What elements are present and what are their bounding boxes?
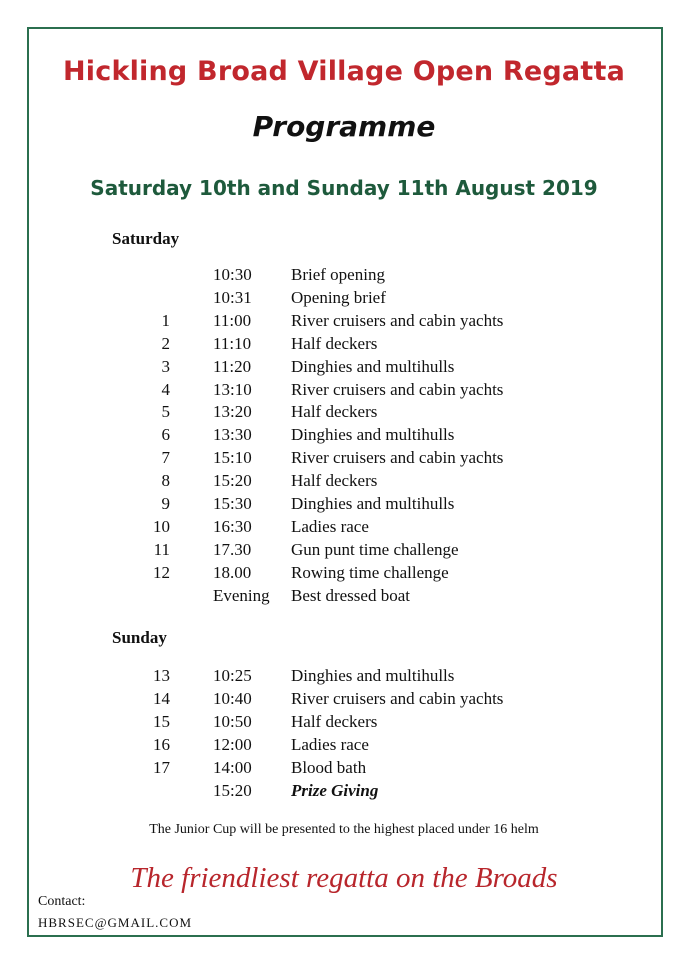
race-time: 18.00 [213,562,252,582]
junior-cup-note: The Junior Cup will be presented to the highest placed under 16 helm [149,822,539,837]
race-time: 13:20 [213,402,252,422]
schedule-row [0,735,688,758]
race-time: 15:30 [213,494,252,513]
schedule-row [0,288,688,311]
schedule-row [0,311,688,334]
race-event: River cruisers and cabin yachts [291,448,504,468]
race-time: 13:10 [213,379,252,399]
race-number: 6 [161,425,170,445]
race-time: 12:00 [213,734,252,754]
race-time: 10:31 [213,287,252,307]
schedule-row [0,517,688,540]
race-number: 14 [153,688,170,708]
race-event: Half deckers [291,711,378,731]
sunday-heading: Sunday [112,628,167,647]
race-number: 13 [153,666,170,685]
race-time: Evening [213,585,270,605]
race-time: 15:10 [213,448,252,468]
tagline: The friendliest regatta on the Broads [130,862,558,894]
schedule-row [0,689,688,712]
race-event: Ladies race [291,516,369,536]
race-number: 15 [153,711,170,731]
race-number: 9 [161,494,170,513]
race-number: 2 [161,333,170,353]
race-number: 16 [153,734,170,754]
race-time: 10:25 [213,666,252,685]
schedule-row [0,380,688,403]
race-time: 10:40 [213,688,252,708]
race-event: Dinghies and multihulls [291,425,455,445]
schedule-row [0,781,688,804]
race-number: 7 [161,448,170,468]
schedule-row [0,448,688,471]
race-number: 8 [161,471,170,491]
race-time: 15:20 [213,471,252,491]
schedule-row [0,494,688,517]
race-time: 11:10 [213,333,252,353]
race-time: 11:00 [213,310,252,330]
race-event: Half deckers [291,471,378,491]
race-event: Best dressed boat [291,585,410,605]
race-event: Rowing time challenge [291,562,449,582]
race-event: Gun punt time challenge [291,539,459,559]
schedule-row [0,712,688,735]
race-event: Dinghies and multihulls [291,494,455,513]
schedule-row [0,357,688,380]
race-time: 16:30 [213,516,252,536]
race-number: 3 [161,356,170,376]
race-event: River cruisers and cabin yachts [291,688,504,708]
schedule-row [0,334,688,357]
schedule-row [0,471,688,494]
race-event: Ladies race [291,734,369,754]
schedule-row [0,425,688,448]
race-event: Blood bath [291,757,367,777]
race-event: River cruisers and cabin yachts [291,310,504,330]
contact-email[interactable]: HBRSEC@GMAIL.COM [38,915,193,930]
contact-label: Contact: [38,894,86,909]
race-time: 10:30 [213,265,252,284]
race-event: Prize Giving [291,780,379,800]
race-time: 15:20 [213,780,252,800]
race-event: Dinghies and multihulls [291,356,455,376]
race-time: 17.30 [213,539,252,559]
race-event: Opening brief [291,287,386,307]
race-time: 13:30 [213,425,252,445]
race-event: Half deckers [291,333,378,353]
schedule-row [0,758,688,781]
event-dates: Saturday 10th and Sunday 11th August 2019 [90,176,598,200]
poster-title: Hickling Broad Village Open Regatta [62,56,625,87]
race-event: Dinghies and multihulls [291,666,455,685]
schedule-row [0,666,688,689]
race-number: 1 [161,310,170,330]
race-number: 4 [161,379,170,399]
race-number: 17 [153,757,170,777]
race-time: 11:20 [213,356,252,376]
schedule-row [0,265,688,288]
programme-heading: Programme [252,110,436,143]
race-event: Brief opening [291,265,385,284]
schedule-row [0,563,688,586]
schedule-row [0,402,688,425]
race-time: 14:00 [213,757,252,777]
race-number: 12 [153,562,170,582]
race-number: 11 [153,539,170,559]
saturday-heading: Saturday [112,229,180,248]
schedule-row [0,586,688,609]
race-event: River cruisers and cabin yachts [291,379,504,399]
race-time: 10:50 [213,711,252,731]
schedule-row [0,540,688,563]
race-number: 5 [161,402,170,422]
race-number: 10 [153,516,170,536]
race-event: Half deckers [291,402,378,422]
